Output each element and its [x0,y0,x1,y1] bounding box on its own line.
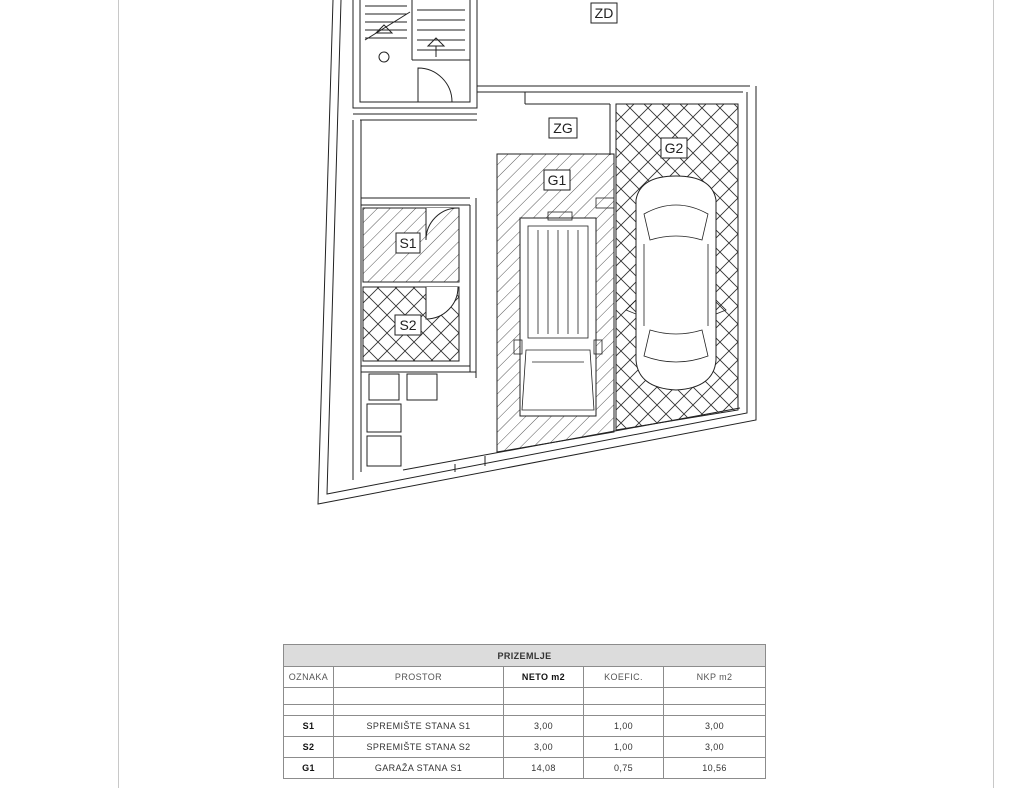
room-label-g1: G1 [547,172,567,188]
table-row [284,716,766,737]
row-net: 3,00 [504,716,584,737]
column-header: NKP m2 [664,667,766,688]
row-coef: 1,00 [584,716,664,737]
schedule-spacer-row [284,705,766,716]
table-row [284,737,766,758]
garage-g1 [497,154,614,452]
schedule-blank-row [284,688,766,705]
utility-boxes [367,374,437,466]
row-net: 3,00 [504,737,584,758]
schedule-title: PRIZEMLJE [284,645,766,667]
row-net: 14,08 [504,758,584,779]
row-nkp: 10,56 [664,758,766,779]
room-label-zd: ZD [594,5,614,21]
row-space: GARAŽA STANA S1 [334,758,504,779]
row-code: S1 [284,716,334,737]
row-coef: 0,75 [584,758,664,779]
room-label-s2: S2 [399,317,417,333]
room-label-g2: G2 [664,140,684,156]
row-coef: 1,00 [584,737,664,758]
area-schedule-table [283,644,766,779]
row-code: S2 [284,737,334,758]
table-row [284,758,766,779]
column-header: NETO m2 [504,667,584,688]
sedan-car-icon [636,176,716,390]
room-label-s1: S1 [399,235,417,251]
row-nkp: 3,00 [664,716,766,737]
row-nkp: 3,00 [664,737,766,758]
stair-core [353,0,477,120]
room-label-zg: ZG [553,120,573,136]
column-header: KOEFIC. [584,667,664,688]
schedule-header-row [284,667,766,688]
row-code: G1 [284,758,334,779]
zd-area [477,86,750,92]
column-header: OZNAKA [284,667,334,688]
column-header: PROSTOR [334,667,504,688]
row-space: SPREMIŠTE STANA S2 [334,737,504,758]
row-space: SPREMIŠTE STANA S1 [334,716,504,737]
